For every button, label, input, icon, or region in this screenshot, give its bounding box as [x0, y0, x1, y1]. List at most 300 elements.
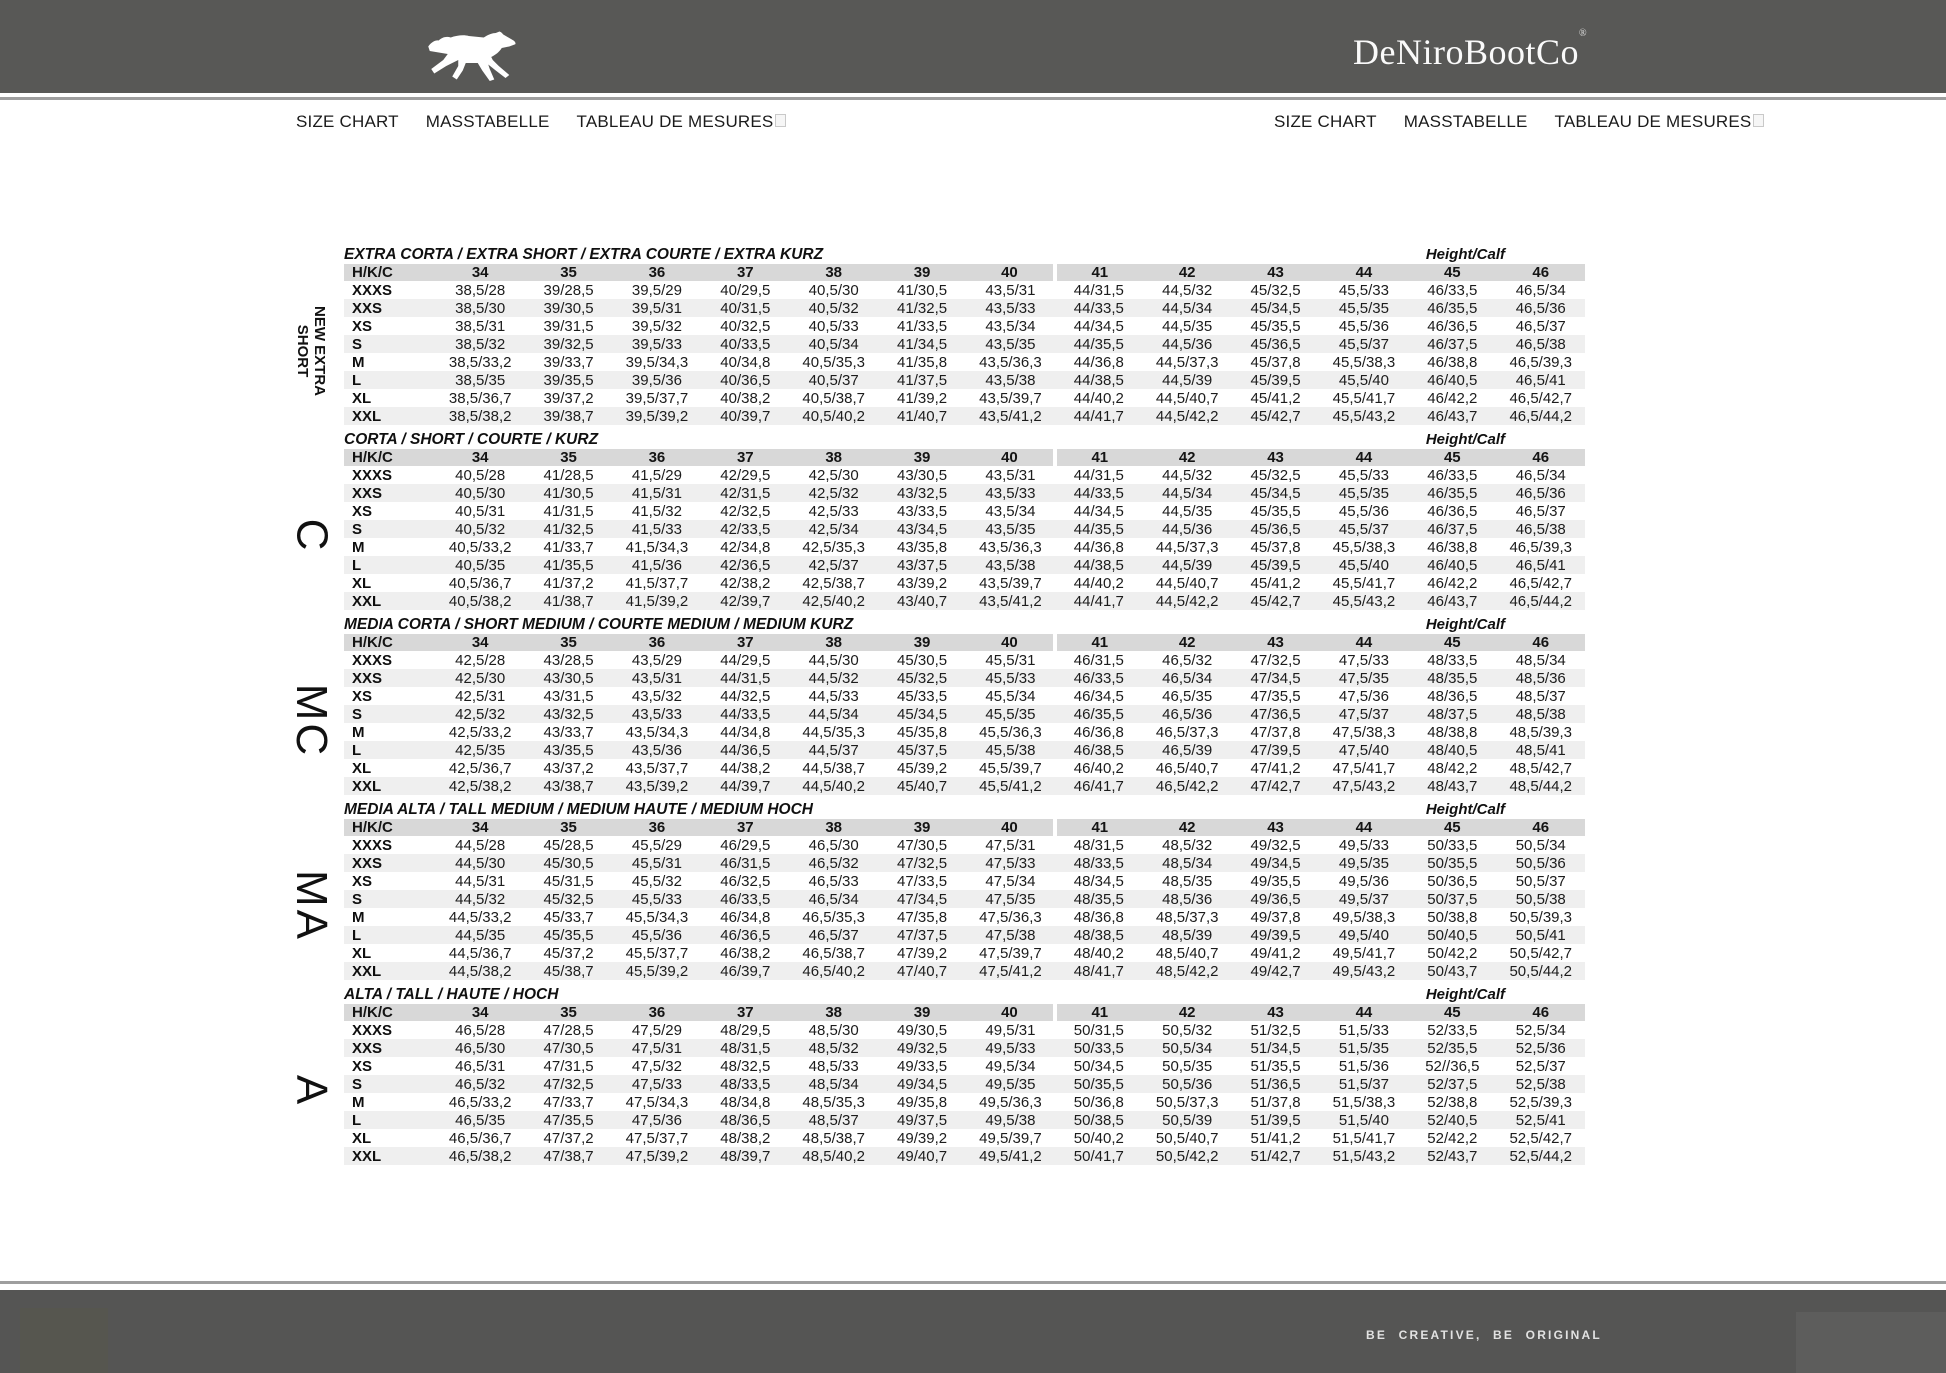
size-cell: 50/43,7: [1427, 962, 1478, 980]
fit-label: M: [352, 908, 365, 926]
size-cell: 42,5/40,2: [802, 592, 865, 610]
size-cell: 44/33,5: [1073, 484, 1124, 502]
size-cell: 45,5/32: [631, 872, 682, 890]
size-cell: 45,5/41,2: [979, 777, 1042, 795]
size-cell: 50/33,5: [1073, 1039, 1124, 1057]
fit-label: XL: [352, 1129, 372, 1147]
size-cell: 43,5/34: [985, 317, 1036, 335]
table-title: MEDIA CORTA / SHORT MEDIUM / COURTE MEDIUM / MEDIUM KURZ: [344, 616, 854, 633]
size-col-header: 38: [825, 819, 843, 836]
size-cell: 48/31,5: [1073, 836, 1124, 854]
size-cell: 43/28,5: [543, 651, 594, 669]
size-cell: 51,5/41,7: [1332, 1129, 1396, 1147]
size-cell: 52/42,2: [1427, 1129, 1478, 1147]
table-row: [344, 389, 1585, 407]
table-row: [344, 574, 1585, 592]
size-col-header: 37: [736, 1004, 754, 1021]
size-cell: 45,5/38: [985, 741, 1036, 759]
hkc-header: H/K/C: [352, 449, 393, 466]
size-cell: 42,5/30: [808, 466, 859, 484]
size-col-header: 45: [1443, 264, 1461, 281]
height-calf-label: Height/Calf: [1425, 246, 1505, 263]
fit-label: S: [352, 520, 363, 538]
size-col-header: 46: [1532, 819, 1550, 836]
menu-item-size-chart: SIZE CHART: [1274, 112, 1377, 131]
size-cell: 42/31,5: [720, 484, 771, 502]
size-cell: 40,5/31: [455, 502, 506, 520]
size-cell: 52,5/42,7: [1509, 1129, 1573, 1147]
size-cell: 51,5/40: [1338, 1111, 1389, 1129]
size-cell: 43,5/31: [985, 466, 1036, 484]
size-col-header: 39: [913, 1004, 931, 1021]
size-cell: 45/37,5: [897, 741, 948, 759]
size-cell: 51/34,5: [1250, 1039, 1301, 1057]
size-col-header: 42: [1178, 634, 1196, 651]
size-cell: 49,5/35: [985, 1075, 1036, 1093]
size-cell: 46,5/38,7: [802, 944, 865, 962]
size-cell: 41,5/33: [631, 520, 682, 538]
size-cell: 44,5/37: [808, 741, 859, 759]
size-col-header: 42: [1178, 1004, 1196, 1021]
size-cell: 44,5/33,2: [448, 908, 512, 926]
size-cell: 47/36,5: [1250, 705, 1301, 723]
side-label-tall: A: [286, 1074, 336, 1108]
size-cell: 46,5/33,2: [448, 1093, 512, 1111]
hkc-header: H/K/C: [352, 1004, 393, 1021]
table-row: [344, 1129, 1585, 1147]
size-cell: 44/34,8: [720, 723, 771, 741]
size-cell: 50,5/39: [1162, 1111, 1213, 1129]
size-cell: 43/34,5: [897, 520, 948, 538]
size-cell: 39/37,2: [543, 389, 594, 407]
size-cell: 40/39,7: [720, 407, 771, 425]
table-row: [344, 926, 1585, 944]
size-cell: 51/35,5: [1250, 1057, 1301, 1075]
size-cell: 48,5/44,2: [1509, 777, 1573, 795]
size-cell: 46,5/41: [1515, 556, 1566, 574]
size-cell: 46,5/32: [455, 1075, 506, 1093]
size-cell: 50,5/42,2: [1155, 1147, 1219, 1165]
size-cell: 44/33,5: [720, 705, 771, 723]
size-cell: 46,5/31: [455, 1057, 506, 1075]
size-cell: 48,5/38,7: [802, 1129, 865, 1147]
size-cell: 46/33,5: [720, 890, 771, 908]
size-cell: 51/32,5: [1250, 1021, 1301, 1039]
size-col-header: 35: [560, 819, 577, 836]
table-row: [344, 299, 1585, 317]
size-cell: 46,5/32: [1162, 651, 1213, 669]
fit-label: S: [352, 890, 363, 908]
size-cell: 46,5/34: [1515, 281, 1566, 299]
size-cell: 44,5/30: [808, 651, 859, 669]
size-cell: 51/41,2: [1250, 1129, 1301, 1147]
size-cell: 43/31,5: [543, 687, 594, 705]
size-cell: 45/28,5: [543, 836, 594, 854]
size-cell: 47,5/29: [631, 1021, 682, 1039]
size-col-header: 44: [1355, 264, 1373, 281]
menu-item-size-chart: SIZE CHART: [296, 112, 399, 131]
size-cell: 48/32,5: [720, 1057, 771, 1075]
size-cell: 46,5/35: [1162, 687, 1213, 705]
size-cell: 48,5/33: [808, 1057, 859, 1075]
menu-item-masstabelle: MASSTABELLE: [425, 112, 550, 131]
size-cell: 43,5/41,2: [979, 407, 1042, 425]
size-cell: 45/32,5: [897, 669, 948, 687]
size-cell: 44/38,5: [1073, 556, 1124, 574]
size-cell: 42/34,8: [720, 538, 771, 556]
size-cell: 49,5/36: [1338, 872, 1389, 890]
hkc-header: H/K/C: [352, 819, 393, 836]
fit-label: XS: [352, 502, 373, 520]
size-cell: 42,5/38,2: [448, 777, 512, 795]
size-cell: 41,5/34,3: [625, 538, 689, 556]
fit-label: XXL: [352, 592, 382, 610]
size-cell: 49/41,2: [1250, 944, 1301, 962]
fit-label: XL: [352, 574, 372, 592]
size-cell: 47/31,5: [543, 1057, 594, 1075]
size-cell: 41/34,5: [897, 335, 948, 353]
size-cell: 40/31,5: [720, 299, 771, 317]
size-cell: 45,5/36: [1338, 502, 1389, 520]
size-col-header: 41: [1091, 449, 1109, 466]
size-cell: 43/33,7: [543, 723, 594, 741]
size-cell: 50/41,7: [1073, 1147, 1124, 1165]
size-cell: 51/39,5: [1250, 1111, 1301, 1129]
size-cell: 50,5/38: [1515, 890, 1566, 908]
size-cell: 39/30,5: [543, 299, 594, 317]
size-cell: 52/43,7: [1427, 1147, 1478, 1165]
size-cell: 39,5/29: [631, 281, 682, 299]
fit-label: L: [352, 926, 362, 944]
size-cell: 44,5/34: [1162, 484, 1213, 502]
size-cell: 38,5/36,7: [448, 389, 512, 407]
size-col-header: 44: [1355, 819, 1373, 836]
size-cell: 45/35,5: [1250, 502, 1301, 520]
size-cell: 43/40,7: [897, 592, 948, 610]
size-cell: 38,5/38,2: [448, 407, 512, 425]
size-cell: 46,5/40,7: [1155, 759, 1219, 777]
size-cell: 43,5/29: [631, 651, 682, 669]
table-row: [344, 651, 1585, 669]
size-cell: 38,5/32: [455, 335, 506, 353]
hkc-header: H/K/C: [352, 264, 393, 281]
table-row: [344, 520, 1585, 538]
size-cell: 49/32,5: [897, 1039, 948, 1057]
size-cell: 45/33,5: [897, 687, 948, 705]
size-cell: 45/37,8: [1250, 538, 1301, 556]
size-cell: 52,5/34: [1515, 1021, 1566, 1039]
size-cell: 41/37,5: [897, 371, 948, 389]
size-cell: 50/31,5: [1073, 1021, 1124, 1039]
size-cell: 45,5/41,7: [1332, 389, 1396, 407]
size-cell: 39,5/33: [631, 335, 682, 353]
fit-label: XXL: [352, 407, 382, 425]
horse-logo: [425, 30, 523, 90]
size-cell: 41,5/31: [631, 484, 682, 502]
size-cell: 46,5/38,2: [448, 1147, 512, 1165]
size-cell: 44/31,5: [720, 669, 771, 687]
size-cell: 47,5/37,7: [625, 1129, 689, 1147]
brand-logotype: DeNiroBootCo®: [1353, 28, 1588, 72]
size-cell: 45,5/41,7: [1332, 574, 1396, 592]
fit-label: L: [352, 1111, 362, 1129]
size-cell: 46/43,7: [1427, 592, 1478, 610]
size-col-header: 41: [1091, 634, 1109, 651]
size-cell: 46,5/36,7: [448, 1129, 512, 1147]
size-cell: 46,5/36: [1162, 705, 1213, 723]
size-cell: 40,5/30: [455, 484, 506, 502]
size-cell: 44,5/32: [455, 890, 506, 908]
fit-label: XXL: [352, 1147, 382, 1165]
size-cell: 47/41,2: [1250, 759, 1301, 777]
table-row: [344, 687, 1585, 705]
size-col-header: 46: [1532, 264, 1550, 281]
menu-left: [296, 112, 786, 132]
size-col-header: 41: [1091, 819, 1109, 836]
size-cell: 47/39,5: [1250, 741, 1301, 759]
size-cell: 39,5/31: [631, 299, 682, 317]
size-cell: 41/31,5: [543, 502, 594, 520]
fit-label: S: [352, 335, 363, 353]
fit-label: M: [352, 1093, 365, 1111]
size-col-header: 45: [1443, 819, 1461, 836]
size-col-header: 43: [1267, 264, 1284, 281]
size-cell: 43/32,5: [543, 705, 594, 723]
size-cell: 39/35,5: [543, 371, 594, 389]
table-row: [344, 669, 1585, 687]
size-cell: 47/42,7: [1250, 777, 1301, 795]
table-row: [344, 705, 1585, 723]
size-cell: 43,5/39,7: [979, 574, 1042, 592]
size-cell: 42,5/38,7: [802, 574, 865, 592]
missing-glyph-box: [1753, 114, 1764, 127]
size-col-header: 44: [1355, 1004, 1373, 1021]
fit-label: XS: [352, 1057, 373, 1075]
size-cell: 44/38,5: [1073, 371, 1124, 389]
size-col-header: 37: [736, 819, 754, 836]
size-cell: 45,5/34,3: [625, 908, 689, 926]
size-cell: 51,5/43,2: [1332, 1147, 1396, 1165]
size-cell: 46,5/34: [1515, 466, 1566, 484]
size-cell: 49/34,5: [897, 1075, 948, 1093]
height-calf-label: Height/Calf: [1425, 986, 1505, 1003]
size-cell: 48/33,5: [1073, 854, 1124, 872]
size-cell: 40,5/37: [808, 371, 859, 389]
size-cell: 46/31,5: [720, 854, 771, 872]
size-cell: 50,5/37: [1515, 872, 1566, 890]
size-col-header: 40: [966, 264, 1054, 281]
size-grid: [344, 1004, 1585, 1165]
table-row: [344, 371, 1585, 389]
size-cell: 44,5/32: [808, 669, 859, 687]
size-cell: 44/41,7: [1073, 592, 1124, 610]
size-cell: 40/38,2: [720, 389, 771, 407]
table-row: [344, 1039, 1585, 1057]
footer-divider: [0, 1281, 1946, 1284]
fit-label: M: [352, 353, 365, 371]
size-cell: 48/38,2: [720, 1129, 771, 1147]
size-cell: 49,5/38,3: [1332, 908, 1396, 926]
size-cell: 49/30,5: [897, 1021, 948, 1039]
size-cell: 50,5/32: [1162, 1021, 1213, 1039]
size-cell: 47,5/38,3: [1332, 723, 1396, 741]
table-row: [344, 741, 1585, 759]
size-cell: 40,5/38,2: [448, 592, 512, 610]
size-cell: 48/31,5: [720, 1039, 771, 1057]
size-cell: 49/40,7: [897, 1147, 948, 1165]
fit-label: XXXS: [352, 836, 393, 854]
size-cell: 47/32,5: [897, 854, 948, 872]
size-cell: 47/39,2: [897, 944, 948, 962]
size-cell: 44,5/36: [1162, 335, 1213, 353]
size-cell: 45,5/43,2: [1332, 592, 1396, 610]
table-row: [344, 1021, 1585, 1039]
table-row: [344, 908, 1585, 926]
size-cell: 45,5/37,7: [625, 944, 689, 962]
size-col-header: 43: [1267, 819, 1284, 836]
size-cell: 48/34,8: [720, 1093, 771, 1111]
side-label-tall-medium: MA: [287, 870, 336, 942]
missing-glyph-box: [775, 114, 786, 127]
size-cell: 47/34,5: [1250, 669, 1301, 687]
table-row: [344, 502, 1585, 520]
size-cell: 45,5/33: [985, 669, 1036, 687]
size-cell: 51/37,8: [1250, 1093, 1301, 1111]
size-cell: 44/35,5: [1073, 520, 1124, 538]
size-cell: 47/32,5: [543, 1075, 594, 1093]
size-cell: 45,5/36,3: [979, 723, 1042, 741]
size-cell: 47,5/36,3: [979, 908, 1042, 926]
size-cell: 43/33,5: [897, 502, 948, 520]
size-cell: 43,5/36,3: [979, 353, 1042, 371]
size-col-header: 43: [1267, 449, 1284, 466]
size-cell: 49/37,8: [1250, 908, 1301, 926]
size-cell: 46/36,5: [1427, 502, 1478, 520]
size-cell: 46/36,5: [720, 926, 771, 944]
size-cell: 49,5/33: [985, 1039, 1036, 1057]
size-cell: 48/40,2: [1073, 944, 1124, 962]
size-cell: 46/33,5: [1427, 281, 1478, 299]
size-cell: 48/36,5: [1427, 687, 1478, 705]
size-cell: 49/37,5: [897, 1111, 948, 1129]
size-col-header: 44: [1355, 449, 1373, 466]
size-cell: 41/30,5: [543, 484, 594, 502]
size-cell: 43,5/31: [985, 281, 1036, 299]
size-col-header: 36: [648, 1004, 666, 1021]
size-cell: 45,5/33: [1338, 466, 1389, 484]
size-cell: 39/28,5: [543, 281, 594, 299]
table-row: [344, 466, 1585, 484]
size-cell: 48,5/34: [1515, 651, 1566, 669]
size-cell: 44,5/40,7: [1155, 574, 1219, 592]
menu-item-tableau-de-mesures: TABLEAU DE MESURES: [577, 112, 787, 132]
size-cell: 46/38,8: [1427, 353, 1478, 371]
size-cell: 44,5/42,2: [1155, 407, 1219, 425]
size-cell: 43,5/36: [631, 741, 682, 759]
size-cell: 45/32,5: [1250, 281, 1301, 299]
table-row: [344, 962, 1585, 980]
size-cell: 46/35,5: [1073, 705, 1124, 723]
size-cell: 50/33,5: [1427, 836, 1478, 854]
table-row: [344, 592, 1585, 610]
fit-label: XL: [352, 759, 372, 777]
size-cell: 48,5/37,3: [1155, 908, 1219, 926]
size-cell: 44,5/40,7: [1155, 389, 1219, 407]
size-col-header: 34: [471, 1004, 489, 1021]
size-cell: 49,5/43,2: [1332, 962, 1396, 980]
size-cell: 44/36,8: [1073, 353, 1124, 371]
size-col-header: 35: [560, 1004, 577, 1021]
size-cell: 49,5/41,7: [1332, 944, 1396, 962]
size-cell: 44,5/35,3: [802, 723, 865, 741]
size-cell: 47/35,8: [897, 908, 948, 926]
size-cell: 49/35,8: [897, 1093, 948, 1111]
size-cell: 46,5/35,3: [802, 908, 865, 926]
size-cell: 50/38,5: [1073, 1111, 1124, 1129]
size-cell: 44,5/37,3: [1155, 538, 1219, 556]
size-cell: 46,5/30: [455, 1039, 506, 1057]
size-cell: 49,5/34: [985, 1057, 1036, 1075]
size-table-extra-short: [294, 246, 1585, 425]
size-cell: 48,5/35: [1162, 872, 1213, 890]
size-cell: 48,5/42,2: [1155, 962, 1219, 980]
size-cell: 45/31,5: [543, 872, 594, 890]
size-cell: 41/33,7: [543, 538, 594, 556]
size-cell: 42,5/33,2: [448, 723, 512, 741]
size-cell: 43,5/35: [985, 335, 1036, 353]
size-cell: 47,5/34: [985, 872, 1036, 890]
size-col-header: 35: [560, 449, 577, 466]
size-cell: 47/32,5: [1250, 651, 1301, 669]
size-col-header: 38: [825, 449, 843, 466]
size-cell: 44,5/30: [455, 854, 506, 872]
size-cell: 45/39,5: [1250, 371, 1301, 389]
size-cell: 44/41,7: [1073, 407, 1124, 425]
size-cell: 51,5/36: [1338, 1057, 1389, 1075]
size-cell: 46,5/37: [808, 926, 859, 944]
size-cell: 46,5/39,3: [1509, 538, 1573, 556]
size-cell: 46/36,5: [1427, 317, 1478, 335]
size-cell: 45/35,8: [897, 723, 948, 741]
size-cell: 44,5/39: [1162, 371, 1213, 389]
size-cell: 42,5/30: [455, 669, 506, 687]
table-row: [344, 1057, 1585, 1075]
size-cell: 46,5/39,3: [1509, 353, 1573, 371]
size-cell: 46/37,5: [1427, 335, 1478, 353]
size-cell: 45,5/31: [985, 651, 1036, 669]
size-cell: 46/29,5: [720, 836, 771, 854]
registered-mark: ®: [1579, 28, 1588, 39]
size-cell: 50,5/34: [1162, 1039, 1213, 1057]
size-cell: 47,5/33: [1338, 651, 1389, 669]
size-cell: 46,5/42,7: [1509, 574, 1573, 592]
size-cell: 49/42,7: [1250, 962, 1301, 980]
size-cell: 40/33,5: [720, 335, 771, 353]
size-grid: [344, 634, 1585, 795]
size-cell: 43,5/33: [985, 484, 1036, 502]
fit-label: XL: [352, 389, 372, 407]
size-cell: 45/34,5: [897, 705, 948, 723]
size-col-header: 45: [1443, 1004, 1461, 1021]
size-cell: 42/36,5: [720, 556, 771, 574]
table-row: [344, 484, 1585, 502]
size-cell: 49,5/41,2: [979, 1147, 1042, 1165]
fit-label: S: [352, 705, 363, 723]
size-cell: 47/38,7: [543, 1147, 594, 1165]
size-cell: 46/42,2: [1427, 389, 1478, 407]
size-cell: 51,5/35: [1338, 1039, 1389, 1057]
table-row: [344, 944, 1585, 962]
